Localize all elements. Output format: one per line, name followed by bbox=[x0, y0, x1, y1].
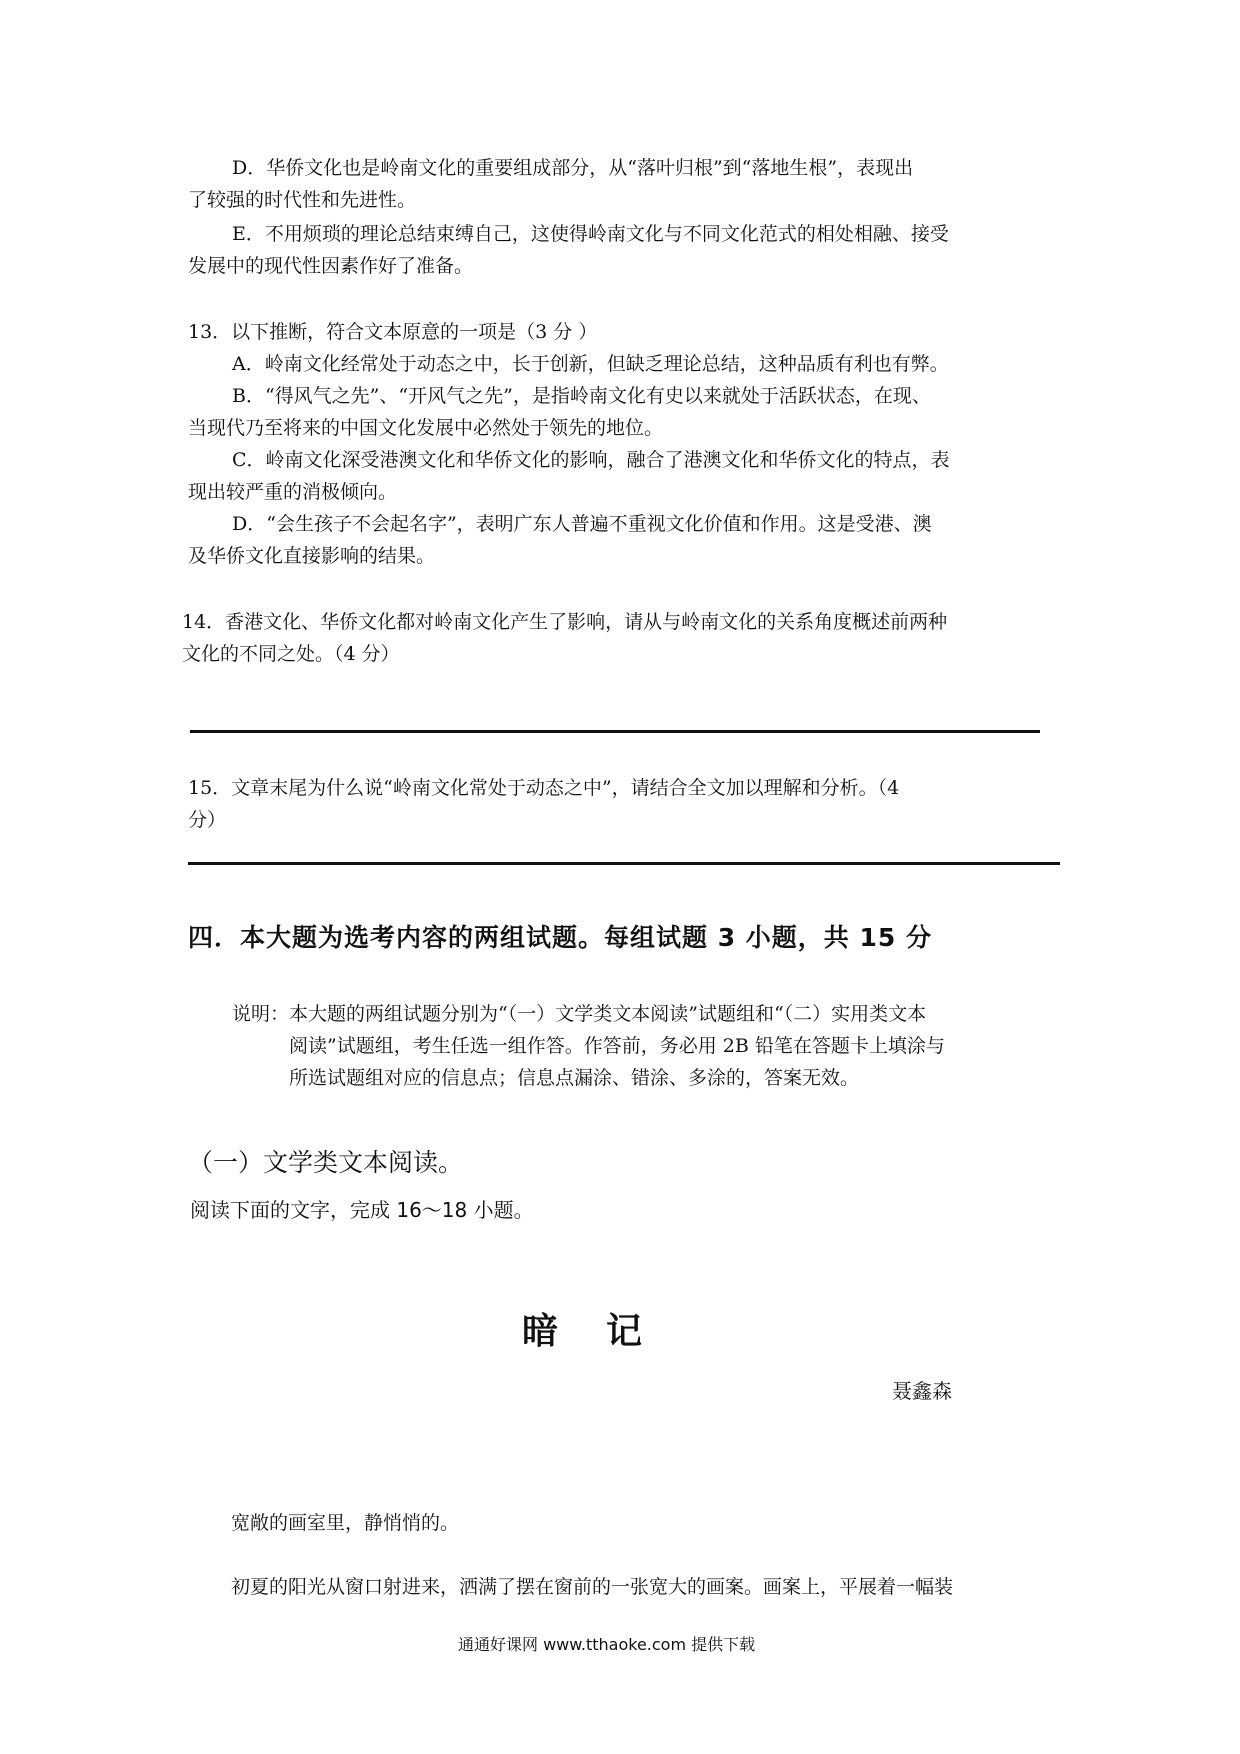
q13-stem: 13．以下推断，符合文本原意的一项是（3 分 ） bbox=[188, 321, 598, 343]
page-footer: 通通好课网 www.tthaoke.com 提供下载 bbox=[458, 1635, 756, 1654]
option-e-line-1: E．不用烦琐的理论总结束缚自己，这使得岭南文化与不同文化范式的相处相融、接受 bbox=[232, 223, 949, 245]
q15-block bbox=[188, 772, 899, 836]
q13-option-c-line-2: 现出较严重的消极倾向。 bbox=[188, 481, 398, 503]
q13-option-b-line-2: 当现代乃至将来的中国文化发展中必然处于领先的地位。 bbox=[188, 417, 664, 439]
section-4-heading: 四．本大题为选考内容的两组试题。每组试题 3 小题，共 15 分 bbox=[188, 923, 933, 952]
article-title: 暗记 bbox=[522, 1311, 691, 1352]
q13-option-c-line-1: C．岭南文化深受港澳文化和华侨文化的影响，融合了港澳文化和华侨文化的特点，表 bbox=[232, 449, 950, 471]
option-e-paragraph bbox=[188, 218, 949, 282]
q14-line-1: 14．香港文化、华侨文化都对岭南文化产生了影响，请从与岭南文化的关系角度概述前两种 bbox=[182, 611, 948, 633]
section-4-note-line-1 bbox=[232, 998, 1072, 1030]
q15-answer-line[interactable] bbox=[188, 862, 1060, 865]
q15-line-1: 15．文章末尾为什么说“岭南文化常处于动态之中”，请结合全文加以理解和分析。（4 bbox=[188, 777, 900, 799]
note-text-1: 本大题的两组试题分别为“（一）文学类文本阅读”试题组和“（二）实用类文本 bbox=[289, 1003, 927, 1025]
q13-option-d-line-1: D．“会生孩子不会起名字”，表明广东人普遍不重视文化价值和作用。这是受港、澳 bbox=[232, 513, 932, 535]
option-d-line-2: 了较强的时代性和先进性。 bbox=[188, 189, 417, 211]
option-d-paragraph bbox=[188, 152, 913, 216]
q14-answer-line[interactable] bbox=[190, 730, 1040, 733]
article-paragraph-2: 初夏的阳光从窗口射进来，洒满了摆在窗前的一张宽大的画案。画案上，平展着一幅装 bbox=[231, 1576, 954, 1598]
q14-block bbox=[182, 606, 947, 670]
q13-option-d-line-2: 及华侨文化直接影响的结果。 bbox=[188, 545, 436, 567]
q13-block bbox=[188, 316, 950, 572]
section-4-note bbox=[232, 998, 1072, 1094]
section-4-note-line-3: 所选试题组对应的信息点；信息点漏涂、错涂、多涂的，答案无效。 bbox=[289, 1067, 860, 1089]
option-e-line-2: 发展中的现代性因素作好了准备。 bbox=[188, 255, 474, 277]
q13-option-b-line-1: B．“得风气之先”、“开风气之先”，是指岭南文化有史以来就处于活跃状态，在现、 bbox=[232, 385, 931, 407]
article-paragraph-1: 宽敞的画室里，静悄悄的。 bbox=[231, 1512, 460, 1534]
section-4-note-line-2: 阅读”试题组，考生任选一组作答。作答前，务必用 2B 铅笔在答题卡上填涂与 bbox=[289, 1035, 945, 1057]
q14-line-2: 文化的不同之处。（4 分） bbox=[182, 643, 400, 665]
option-d-line-1: D．华侨文化也是岭南文化的重要组成部分，从“落叶归根”到“落地生根”，表现出 bbox=[232, 157, 914, 179]
q15-line-2: 分） bbox=[188, 809, 227, 831]
q13-option-a: A．岭南文化经常处于动态之中，长于创新，但缺乏理论总结，这种品质有利也有弊。 bbox=[232, 353, 949, 375]
reading-subheading: （一）文学类文本阅读。 bbox=[188, 1148, 464, 1177]
reading-instruction: 阅读下面的文字，完成 16～18 小题。 bbox=[190, 1198, 534, 1222]
article-author: 聂鑫森 bbox=[892, 1379, 952, 1403]
note-label: 说明： bbox=[232, 1003, 290, 1025]
